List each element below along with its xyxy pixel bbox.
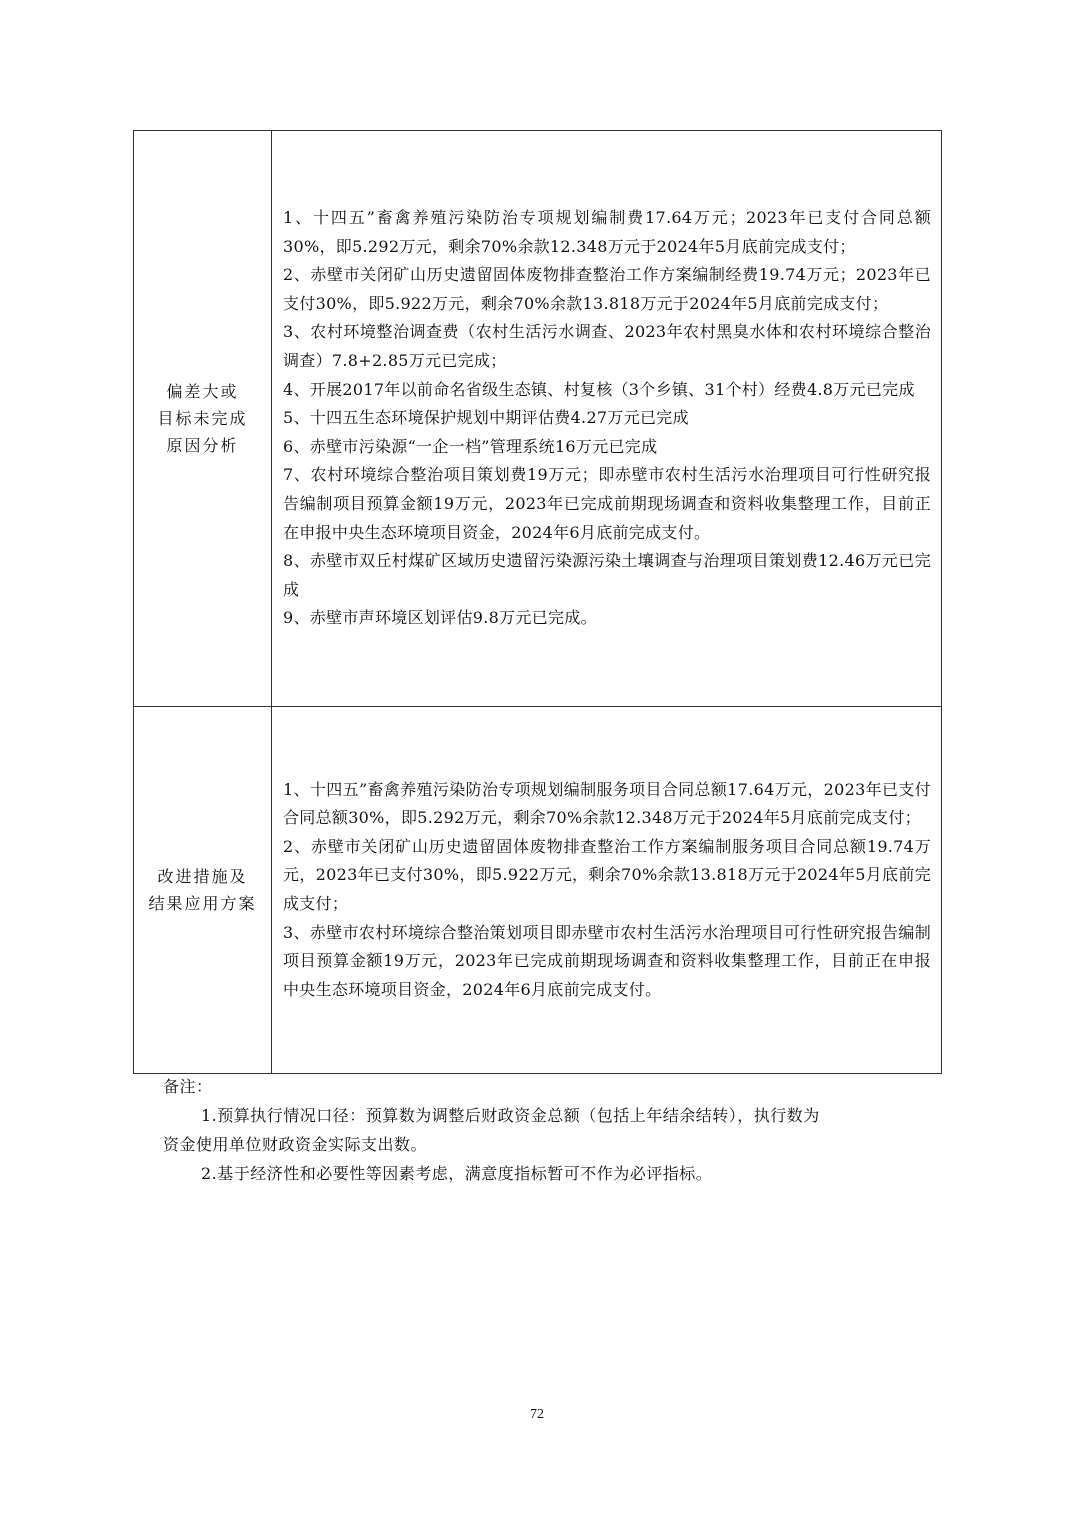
deviation-item: 5、十四五生态环境保护规划中期评估费4.27万元已完成 [283, 408, 689, 428]
deviation-item: 3、农村环境整治调查费（农村生活污水调查、2023年农村黑臭水体和农村环境综合整治调查）7.8+2.85万元已完成； [283, 322, 931, 371]
improvement-content-cell [272, 707, 942, 1074]
deviation-item: 7、农村环境综合整治项目策划费19万元；即赤壁市农村生活污水治理项目可行性研究报告编制项目预算金额19万元，2023年已完成前期现场调查和资料收集整理工作，目前正在申报中央生态环境项目资金，2024年6月底前完成支付。 [283, 465, 931, 542]
notes-section [163, 1072, 923, 1188]
deviation-item: 9、赤壁市声环境区划评估9.8万元已完成。 [283, 608, 597, 628]
deviation-label-cell [134, 131, 272, 707]
improvement-item: 3、赤壁市农村环境综合整治策划项目即赤壁市农村生活污水治理项目可行性研究报告编制项目预算金额19万元，2023年已完成前期现场调查和资料收集整理工作，目前正在申报中央生态环境项目资金，2024年6月底前完成支付。 [283, 922, 931, 999]
deviation-item: 2、赤壁市关闭矿山历史遗留固体废物排查整治工作方案编制经费19.74万元；2023年已支付30%，即5.922万元，剩余70%余款13.818万元于2024年5月底前完成支付； [283, 265, 931, 313]
note-item-2: 2.基于经济性和必要性等因素考虑，满意度指标暂可不作为必评指标。 [201, 1164, 713, 1183]
deviation-item: 4、开展2017年以前命名省级生态镇、村复核（3个乡镇、31个村）经费4.8万元已完成 [283, 379, 915, 399]
improvement-label-line: 结果应用方案 [148, 894, 257, 913]
deviation-item: 8、赤壁市双丘村煤矿区域历史遗留污染源污染土壤调查与治理项目策划费12.46万元已完成 [283, 551, 931, 599]
note-item-1-continuation: 资金使用单位财政资金实际支出数。 [163, 1135, 428, 1154]
improvement-item: 1、十四五”畜禽养殖污染防治专项规划编制服务项目合同总额17.64万元，2023年已支付合同总额30%，即5.292万元，剩余70%余款12.348万元于2024年5月底前完成支付； [283, 779, 931, 828]
performance-table [133, 130, 942, 1074]
deviation-content-cell [272, 131, 942, 707]
deviation-label-line: 偏差大或 [166, 382, 239, 401]
improvement-item: 2、赤壁市关闭矿山历史遗留固体废物排查整治工作方案编制服务项目合同总额19.74万元，2023年已支付30%，即5.922万元，剩余70%余款13.818万元于2024年5月底前完成支付； [283, 836, 931, 913]
deviation-row [134, 131, 942, 707]
note-item-1: 1.预算执行情况口径：预算数为调整后财政资金总额（包括上年结余结转），执行数为 [201, 1106, 820, 1125]
notes-heading: 备注： [163, 1077, 213, 1096]
deviation-label-line: 目标未完成 [157, 409, 248, 428]
improvement-label-line: 改进措施及 [157, 867, 248, 886]
deviation-label-line: 原因分析 [166, 436, 239, 455]
page-number: 72 [530, 1407, 544, 1422]
improvement-label-cell [134, 707, 272, 1074]
improvement-row [134, 707, 942, 1074]
deviation-item: 1、十四五”畜禽养殖污染防治专项规划编制费17.64万元；2023年已支付合同总额30%，即5.292万元，剩余70%余款12.348万元于2024年5月底前完成支付； [283, 208, 931, 256]
deviation-item: 6、赤壁市污染源“一企一档”管理系统16万元已完成 [283, 436, 658, 456]
